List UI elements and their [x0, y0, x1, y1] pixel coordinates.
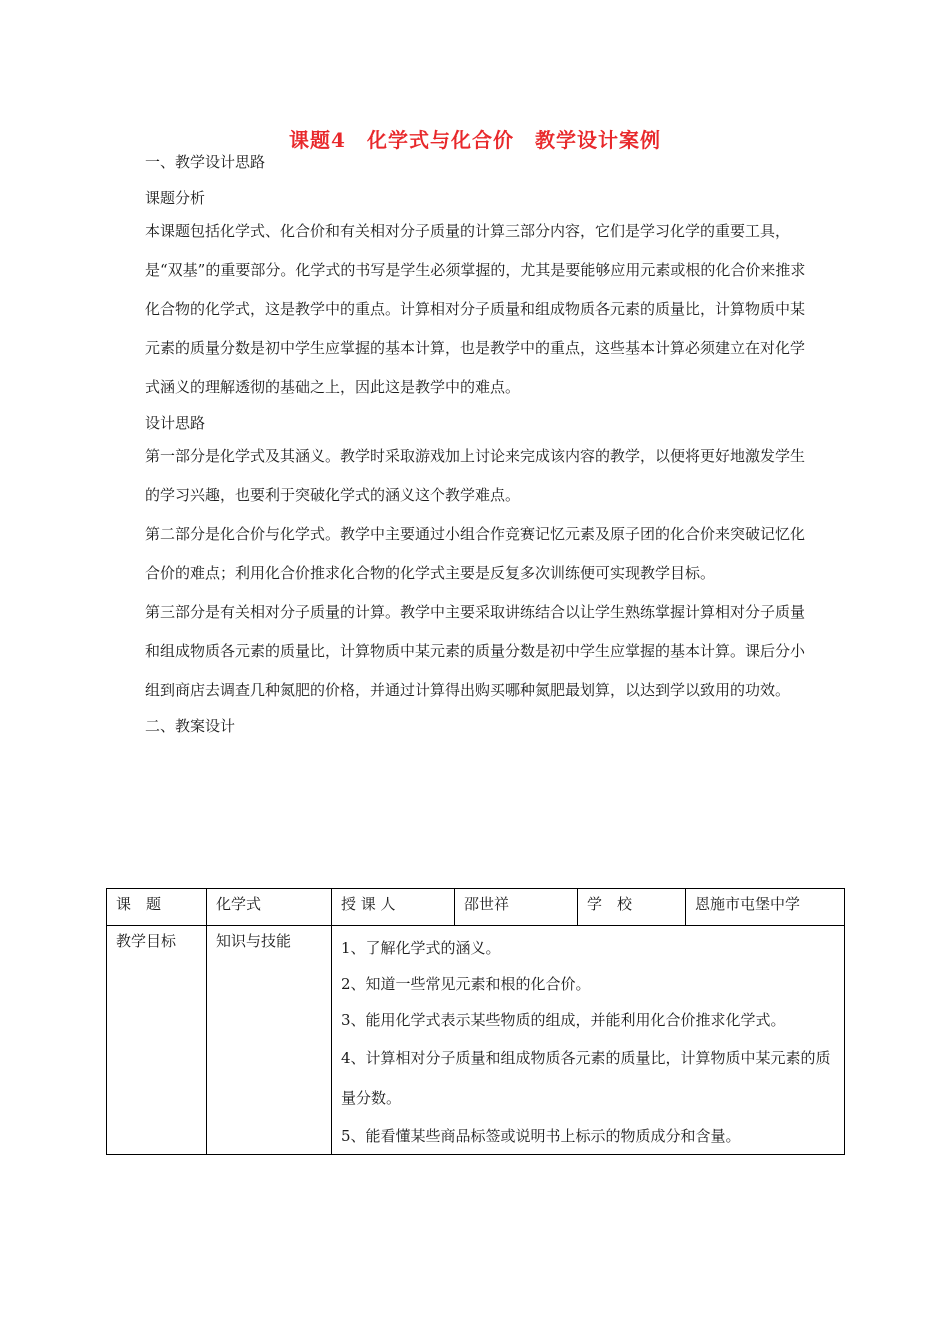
goal-item: 5、能看懂某些商品标签或说明书上标示的物质成分和含量。 — [341, 1127, 741, 1145]
lesson-plan-table — [106, 888, 845, 1155]
paragraph-analysis: 本课题包括化学式、化合价和有关相对分子质量的计算三部分内容，它们是学习化学的重要工具，是“双基”的重要部分。化学式的书写是学生必须掌握的，尤其是要能够应用元素或根的化合价来推求化合物的化学式，这是教学中的重点。计算相对分子质量和组成物质各元素的质量比，计算物质中某元素的质量分数是初中学生应掌握的基本计算，也是教学中的重点，这些基本计算必须建立在对化学式涵义的理解透彻的基础之上，因此这是教学中的难点。 — [145, 222, 806, 396]
goal-item: 3、能用化学式表示某些物质的组成，并能利用化合价推求化学式。 — [341, 1011, 786, 1029]
paragraph-part-one: 第一部分是化学式及其涵义。教学时采取游戏加上讨论来完成该内容的教学，以便将更好地激发学生的学习兴趣，也要利于突破化学式的涵义这个教学难点。 — [145, 447, 806, 504]
table-row-goals — [107, 926, 845, 1155]
cell-school-label: 学 校 — [578, 889, 686, 926]
cell-teacher-value: 邵世祥 — [455, 889, 578, 926]
paragraph-part-three: 第三部分是有关相对分子质量的计算。教学中主要采取讲练结合以让学生熟练掌握计算相对分子质量和组成物质各元素的质量比，计算物质中某元素的质量分数是初中学生应掌握的基本计算。课后分小组到商店去调查几种氮肥的价格，并通过计算得出购买哪种氮肥最划算，以达到学以致用的功效。 — [145, 603, 806, 699]
cell-teacher-label: 授 课 人 — [332, 889, 455, 926]
goal-item: 4、计算相对分子质量和组成物质各元素的质量比，计算物质中某元素的质量分数。 — [341, 1049, 831, 1107]
cell-topic-value: 化学式 — [207, 889, 332, 926]
cell-goals-list — [332, 926, 845, 1155]
subheading-design-approach: 设计思路 — [145, 414, 206, 432]
section-heading-design-ideas: 一、教学设计思路 — [145, 153, 266, 171]
cell-school-value: 恩施市屯堡中学 — [686, 889, 845, 926]
goal-item: 2、知道一些常见元素和根的化合价。 — [341, 975, 591, 993]
goal-item: 1、了解化学式的涵义。 — [341, 939, 501, 957]
document-title: 课题4 化学式与化合价 教学设计案例 — [289, 128, 661, 152]
document-body — [145, 152, 815, 752]
subheading-topic-analysis: 课题分析 — [145, 189, 206, 207]
cell-knowledge-skills-label: 知识与技能 — [207, 926, 332, 1155]
section-heading-lesson-plan: 二、教案设计 — [145, 717, 236, 735]
table-row-header — [107, 889, 845, 926]
cell-goals-label: 教学目标 — [107, 926, 207, 1155]
cell-topic-label: 课 题 — [107, 889, 207, 926]
paragraph-part-two: 第二部分是化合价与化学式。教学中主要通过小组合作竞赛记忆元素及原子团的化合价来突破记忆化合价的难点；利用化合价推求化合物的化学式主要是反复多次训练便可实现教学目标。 — [145, 525, 806, 582]
